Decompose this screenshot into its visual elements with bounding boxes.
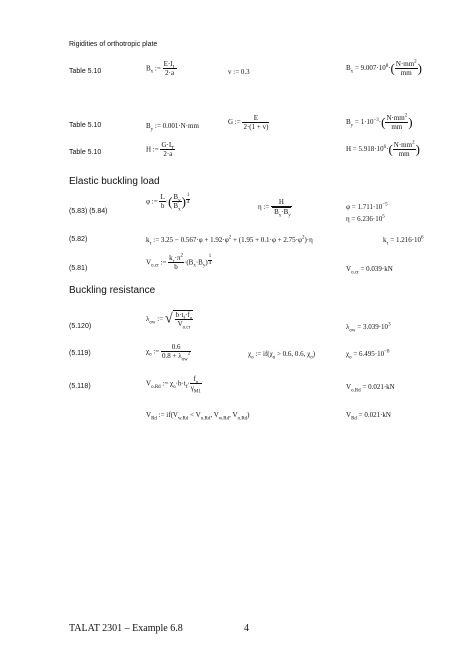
row-label: (5.82) <box>69 236 88 243</box>
row-label: (5.81) <box>69 265 88 272</box>
formula-bx: $B_x$ := $\frac{E\cdot I_L}{2\cdot a}$ <box>146 60 176 78</box>
result-ktau: $k_\tau = 1.216\cdot 10^6$ <box>383 235 424 247</box>
page-number: 4 <box>244 623 249 634</box>
result-h: $H = 5.918\cdot 10^6\cdot$( $\frac{N\cdot mm^2}{mm}$ ) <box>346 140 420 159</box>
formula-h: H := $\frac{G\cdot I_T}{2\cdot a}$ <box>146 141 175 159</box>
formula-chi-if: $\chi_o$ := $if(\chi_o > 0.6$, 0.6, $\chi_o$) <box>248 350 316 361</box>
formula-g: G := $\frac{E}{2\cdot(1 + v)}$ <box>228 114 269 132</box>
row-label: (5.83) (5.84) <box>69 208 108 215</box>
formula-vrd: $V_{Rd}$ := $if(V_{w.Rd} < V_{o.Rd}$, $V_{w.Rd}$, $V_{o.Rd}$) <box>146 411 250 422</box>
row-label: (5.118) <box>69 383 91 390</box>
section-heading: Elastic buckling load <box>69 176 160 187</box>
result-vord: $V_{o.Rd} = 0.021\cdot kN$ <box>346 383 395 394</box>
result-phi: $\varphi = 1.711\cdot 10^{-5}$ <box>346 202 388 211</box>
formula-eta: η := $\frac{H}{B_x\cdot B_y}$ <box>258 198 291 219</box>
row-label: Table 5.10 <box>69 149 102 156</box>
result-eta: $\eta = 6.236\cdot 10^5$ <box>346 214 385 223</box>
footer-title: TALAT 2301 – Example 6.8 <box>69 623 183 634</box>
formula-phi: φ := $\frac{L}{b}$ ·( $\frac{B_y}{B_x}$ ) $\frac{1}{4}$ <box>146 193 190 213</box>
row-label: (5.120) <box>69 323 92 330</box>
formula-v: v := 0.3 <box>228 68 250 76</box>
formula-ktau: $k_\tau$ := $3.25 - 0.567\cdot\varphi + 1.92\cdot\varphi^2 + (1.95 + 0.1\cdot\varphi + 2.75\cdot\varphi^2)\cdot\eta$ <box>146 235 313 247</box>
formula-by: $B_y$ := 0.001·N·mm <box>146 122 199 133</box>
formula-vocr: $V_{o.cr}$ := $\frac{k_\tau\cdot\pi^2}{b}$ $\cdot(B_x\cdot B_y)$ $\frac{1}{4}$ <box>146 253 212 272</box>
formula-lambda: $\lambda_{ow}$ := √ $\frac{b\cdot t_f\cdot f_o}{V_{o.cr}}$ <box>146 311 193 331</box>
page-title: Rigidities of orthotropic plate <box>69 41 158 48</box>
formula-vord: $V_{o.Rd}$ := $\chi_o\cdot b\cdot t_f\cdot$ $\frac{f_o}{\gamma_{M1}}$ <box>146 375 201 395</box>
result-lambda: $\lambda_{ow} = 3.039\cdot 10^3$ <box>346 322 391 334</box>
row-label: Table 5.10 <box>69 122 102 129</box>
row-label: (5.119) <box>69 350 91 357</box>
row-label: Table 5.10 <box>69 68 102 75</box>
result-vrd: $V_{Rd} = 0.021\cdot kN$ <box>346 411 391 422</box>
formula-chi: $\chi_o$ := $\frac{0.6}{0.8 + \lambda_{ow}^2}$ <box>146 343 191 363</box>
result-chi: $\chi_o = 6.495\cdot 10^{-8}$ <box>346 349 390 361</box>
section-heading: Buckling resistance <box>69 285 156 296</box>
result-bx: $B_x = 9.007\cdot 10^8\cdot$( $\frac{N\cdot mm^2}{mm}$ ) <box>346 59 423 78</box>
result-vocr: $V_{o.cr} = 0.039\cdot kN$ <box>346 265 393 276</box>
result-by: $B_y = 1\cdot 10^{-3}\cdot$( $\frac{N\cdot mm^2}{mm}$ ) <box>346 113 413 132</box>
